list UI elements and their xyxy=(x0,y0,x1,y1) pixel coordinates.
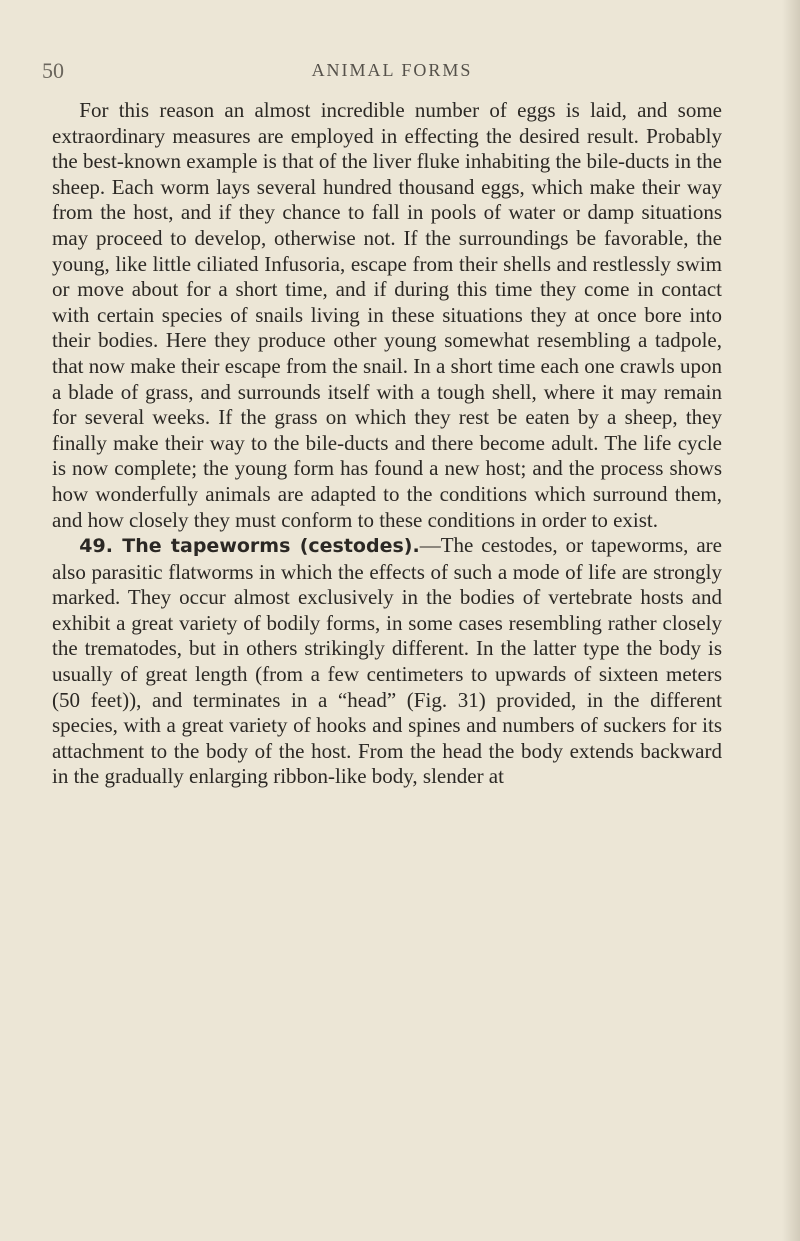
body-text xyxy=(52,98,722,790)
page-number: 50 xyxy=(42,58,64,83)
page-edge-shadow xyxy=(782,0,800,1241)
page-header xyxy=(42,58,742,88)
running-head: ANIMAL FORMS xyxy=(311,60,473,80)
paragraph-text: For this reason an almost incredible number of eggs is laid, and some extraordinary measures are employed in effecting the desired result. Probably the best-known example is that of the liver fluke inhabiting the bile-ducts in the sheep. Each worm lays several hundred thousand eggs, which make their way from the host, and if they chance to fall in pools of water or damp situations may proceed to develop, otherwise not. If the surroundings be favorable, the young, like little ciliated Infusoria, escape from their shells and restlessly swim or move about for a short time, and if during this time they come in contact with certain species of snails living in these situations they at once bore into their bodies. Here they produce other young somewhat resembling a tadpole, that now make their escape from the snail. In a short time each one crawls upon a blade of grass, and surrounds itself with a tough shell, where it may remain for several weeks. If the grass on which they rest be eaten by a sheep, they finally make their way to the bile-ducts and there become adult. The life cycle is now complete; the young form has found a new host; and the process shows how wonderfully animals are adapted to the conditions which surround them, and how closely they must conform to these conditions in order to exist. xyxy=(52,98,722,532)
paragraph-liver-fluke xyxy=(52,98,722,533)
paragraph-tapeworms xyxy=(52,533,722,790)
section-heading: 49. The tapeworms (cestodes). xyxy=(79,535,420,558)
paragraph-text: —The cestodes, or tapeworms, are also parasitic flatworms in which the effects of such a mode of life are strongly marked. They occur almost exclusively in the bodies of vertebrate hosts and exhibit a great variety of bodily forms, in some cases resembling rather closely the trematodes, but in others strikingly different. In the latter type the body is usually of great length (from a few centimeters to upwards of sixteen meters (50 feet)), and terminates in a “head” (Fig. 31) provided, in the different species, with a great variety of hooks and spines and numbers of suckers for its attachment to the body of the host. From the head the body extends backward in the gradually enlarging ribbon-like body, slender at xyxy=(52,533,722,789)
